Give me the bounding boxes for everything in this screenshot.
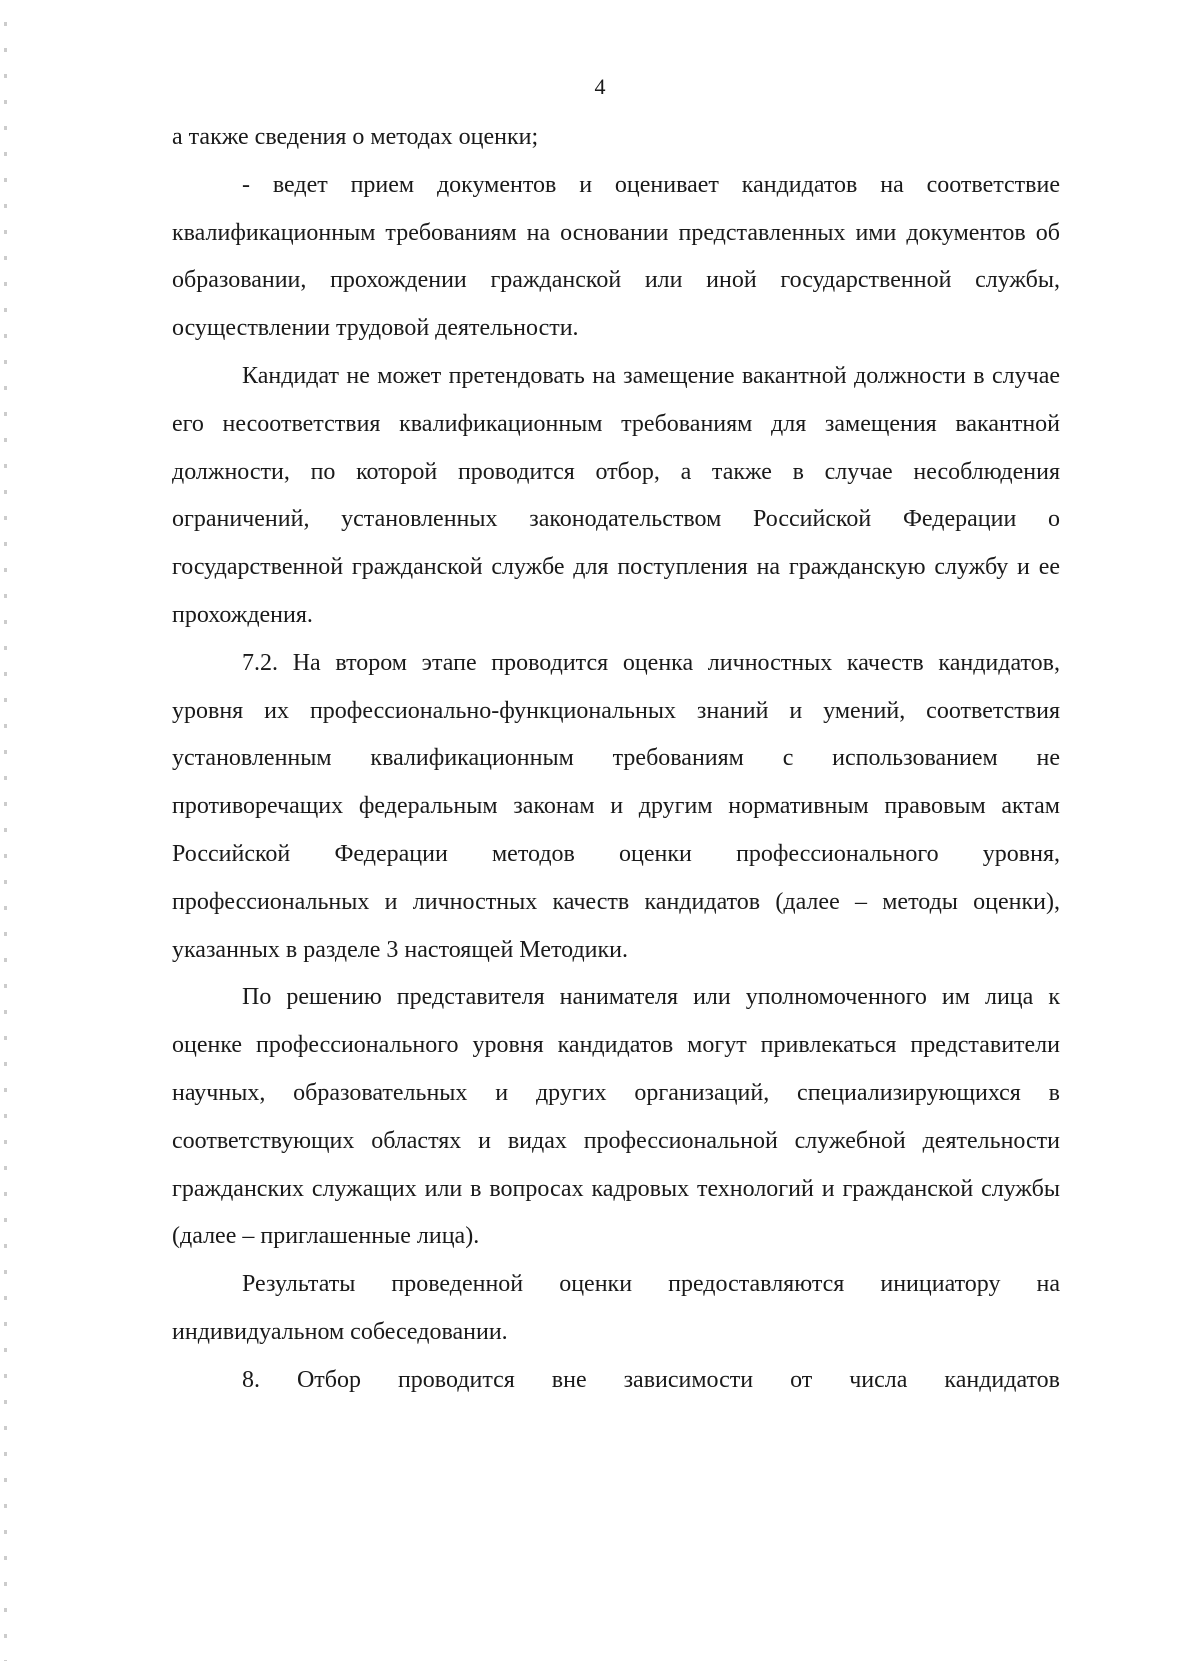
scan-edge-marks bbox=[4, 0, 7, 1661]
document-body bbox=[172, 114, 1060, 1405]
paragraph-section-8: 8. Отбор проводится вне зависимости от числа кандидатов bbox=[242, 1366, 1060, 1393]
paragraph-document-intake: - ведет прием документов и оценивает кандидатов на соответствие квалификационным требованиям на основании представленных ими документов об образовании, прохождении гражданской или иной государственной службы, осуществлении трудовой деятельности. bbox=[172, 171, 1060, 342]
paragraph-invited-persons: По решению представителя нанимателя или уполномоченного им лица к оценке профессионального уровня кандидатов могут привлекаться представители научных, образовательных и других организаций, специализирующихся в соответствующих областях и видах профессиональной служебной деятельности гражданских служащих или в вопросах кадровых технологий и гражданской службы (далее – приглашенные лица). bbox=[172, 984, 1060, 1250]
paragraph-candidate-ineligibility: Кандидат не может претендовать на замещение вакантной должности в случае его несоответствия квалификационным требованиям для замещения вакантной должности, по которой проводится отбор, а также в случае несоблюдения ограничений, установленных законодательством Российской Федерации о государственной гражданской службе для поступления на гражданскую службу и ее прохождения. bbox=[172, 362, 1060, 628]
paragraph-assessment-results: Результаты проведенной оценки предоставляются инициатору на индивидуальном собеседовании. bbox=[172, 1271, 1060, 1345]
paragraph-continuation: а также сведения о методах оценки; bbox=[172, 124, 539, 150]
page-number: 4 bbox=[594, 74, 606, 99]
paragraph-section-7-2: 7.2. На втором этапе проводится оценка личностных качеств кандидатов, уровня их профессионально-функциональных знаний и умений, соответствия установленным квалификационным требованиям с использованием не противоречащих федеральным законам и другим нормативным правовым актам Российской Федерации методов оценки профессионального уровня, профессиональных и личностных качеств кандидатов (далее – методы оценки), указанных в разделе 3 настоящей Методики. bbox=[172, 649, 1060, 963]
